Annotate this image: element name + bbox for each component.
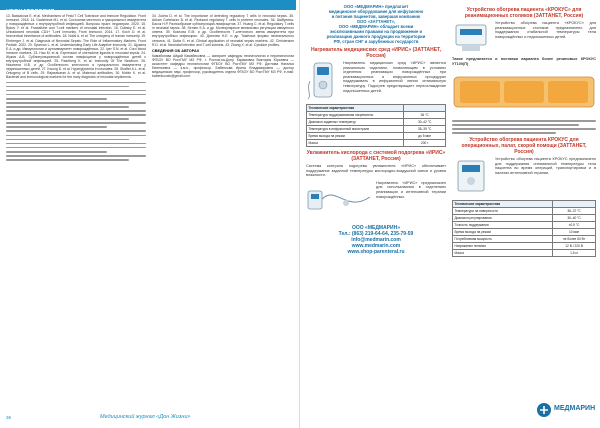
references-text-2: 34. Zuleta D. et al. The importance of detecting regulatory T cells in neonatal sepsis. 35. Arikan Cortelazzo B. et al. Reduced regulatory T cells in preterm neonates. 36. Шабунина-Басок Н.Р. Разнообразие субпопуляций лимфоцитов. 37. Huang C. et al. Regulatory T cells in neonatal sepsis. 38. Semen Е.А. и др. Молекулярные механизмы регуляции иммунного ответа. 39. Козлова Е.М. и др. Особенности Т-клеточного звена иммунитета при внутриутробных инфекциях. 40. Дятлова Н.Е. и др. Тяжёлые формы неонатального сепсиса. 41. Dutta S. et al. Clinical application of neonatal sepsis markers. 42. Christensen R.D. et al. Neonatal infection and T-cell subsets. 43. Zhang X. et al. Cytokine profiles. [152, 14, 294, 47]
contact-org: ООО «МЕДМАРИН» [352, 224, 400, 231]
authors-text: Камабонова Айдай Камабековна — аспирант кафедры неонатологии и перинатологии ФГБОУ ВО РостГМУ МЗ РФ, г. Ростов-на-Дону. Карамовна Виктория Юрьевна — ассистент кафедры неонатологии ФГБОУ ВО РостГМУ МЗ РФ. Дятлова Наталья Евгеньевна — к.м.н., профессор. Бабенкова Ирина Владимировна — доктор медицинских наук, профессор, руководитель отдела ФГБОУ ВО РостГМУ МЗ РФ, е-mail: babenkovaiv@gmail.com. [152, 53, 294, 79]
advert-column-left [306, 4, 446, 422]
product-crocus-table-block [452, 21, 596, 55]
product-iris-heater-desc: Нагреватель медицинских сред «ИРИС» является уникальным изделием, позволяющим в условиях отделения реанимации новорождённых при реанимационных и инфузионных процедурах поддерживать в инфузионной линии оптимальную температуру. Подогрев предотвращает переохлаждение недоношенных детей. [343, 61, 446, 93]
table-row: Диапазон регулирования 30–40 °C [453, 215, 596, 222]
authors-section-title: СВЕДЕНИЯ ОБ АВТОРАХ [152, 48, 200, 53]
crocus-specs-table [452, 200, 596, 257]
product-iris-humidifier-block [306, 181, 446, 217]
table-row: Время выхода на режим до 5 мин [307, 133, 446, 140]
table-row: Технические характеристики [307, 105, 446, 112]
table-row: Точность поддержания ±0,5 °C [453, 222, 596, 229]
humidifier-photo-icon [306, 181, 372, 217]
product-iris-extra-desc: Нагреватель «ИРИС» предназначен для использования в отделениях реанимации и интенсивной терапии новорождённых. [376, 180, 446, 199]
contact-website-2[interactable]: www.shop-parenteral.ru [347, 248, 405, 255]
spread-divider [299, 0, 300, 428]
product-crocus-table-title: Устройство обогрева пациента «КРОКУС» для реанимационных столиков (ЗАТТАНЕТ, Россия) [464, 7, 584, 19]
medmarin-logo-text: МЕДМАРИН [554, 405, 596, 412]
product-crocus-table-desc: Устройство обогрева пациента «КРОКУС» для реанимационных столиков предназначено для поддержания стабильной температуры тела новорождённых и недоношенных детей. [495, 21, 596, 39]
product-iris-humidifier-desc: Система контроля подогрева увлажнителя «ИРИС» обеспечивает поддержание заданной температуры кислородно-воздушной смеси и уровня влажности. [306, 164, 446, 178]
journal-name: Медицинский журнал «Дон Жизни» [100, 414, 191, 420]
section-header-bar [0, 0, 296, 15]
table-row: Температура поддерживаемая нагреватель 36 °C [307, 112, 446, 119]
product-crocus-or-title: Устройство обогрева пациента КРОКУС для операционных, палат, скорой помощи (ЗАТТАНЕТ, Россия) [461, 137, 587, 156]
contact-phone: Тел.: (863) 219-64-64, 235-79-59 [338, 230, 414, 237]
references-column-1 [6, 14, 146, 410]
table-row: Температура на поверхности 36–37 °C [453, 208, 596, 215]
crocus-device-photo-icon [452, 21, 492, 55]
references-continued-1 [6, 82, 146, 161]
product-crocus-more-text [452, 120, 596, 134]
contact-email[interactable]: info@medmarin.com [351, 236, 401, 243]
table-row: Диапазон заданных температур 30–42 °C [307, 119, 446, 126]
crocus-or-photo-icon [452, 157, 492, 197]
contact-block [306, 225, 446, 255]
medmarin-logo [536, 400, 596, 420]
iris-specs-table [306, 104, 446, 147]
page-number: 36 [6, 415, 12, 420]
product-iris-heater-title: Нагреватель медицинских сред «ИРИС» (ЗАТТАНЕТ, Россия) [310, 47, 442, 59]
product-iris-humidifier-title: Увлажнитель кислорода с системой подогрева «ИРИС» (ЗАТТАНЕТ, Россия) [306, 150, 446, 162]
table-row: Масса 1,5 кг [453, 250, 596, 257]
advert-intro: ООО «МЕДМАРИН» предлагает медицинское оборудование для инфузионно и питания пациентов, завершая компанию ООО «ЗАТТАНЕТ», ООО «МЕДМАРИН» обладает всеми эксклюзивными правами на продвижение и реализацию данного продукции на территории РФ, стран СНГ и зарубежных государств [326, 4, 426, 44]
product-crocus-note: Также предлагается и поставки варианта более резиновых КРОКУС УТ100(П) [452, 57, 596, 66]
advert-column-right [452, 4, 596, 422]
contact-website-1[interactable]: www.medmarin.com [351, 242, 401, 249]
table-row: Температура в инфузионной магистрали 35–39 °C [307, 126, 446, 133]
table-row: Технические характеристики [453, 201, 596, 208]
table-row: Напряжение питания 12 В / 220 В [453, 243, 596, 250]
table-row: Масса 200 г [307, 140, 446, 147]
iris-heater-photo-icon [306, 61, 340, 101]
references-text-1: 13. Baskakova E. et al. Mechanisms of Fetal T Cell Tolerance and Immune Regulation. Front Immunol. 2018. 14. Gadzhieva M.I. et al. Состояние местного и гуморального иммунитета у новорождённых с внутриутробной инфекцией. Вопросы практ. педиатрии. 2020. 15. Bykov Y. et al. Fractalkine and T-cell markers of neonatal infection. 16. Dubsky E. et al. Unbalanced neonatal CD4+ T-cell immunity. Front Immunol. 2014. 17. Koch D. et al. Nonvertical inheritance of antibodies. 18. Nofal A. et al. The ontogeny of human immunity. 19. Ehrberger J. et al. Diagnosis of Neonatal Sepsis: The Role of Inflammatory Markers. Front Pediatr. 2022. 20. Sparrow L. et al. Understanding Early Life Adaptive Immunity. 21. Щукина Е.А. и др. Иммунология и аутоиммунитет новорождённых. 22. Iyer S.N. et al. Cord blood immune markers. 23. Hao M. et al. Expression of chemokine ligands in neonatal sepsis. 24. Жуков А.В. Субпопуляционный состав лимфоцитов у новорождённых детей с внутриутробной инфекцией. 25. Paarlberg K. et al. Immunity Of The Newborn. 26. Никитина И.В. и др. Особенности клеточного и гуморального иммунитета у недоношенных детей. 27. Kwong D. et al. Hyperglycemia in neonates. 28. Shaffer A.L. et al. Ontogeny of B cells. 29. Rajasekaran A. et al. Maternal antibodies. 30. Mobin K. et al. Bacterial and immunological markers for the early diagnosis of neonatal septicemia. [6, 14, 146, 80]
references-column-2 [152, 14, 294, 410]
product-crocus-or-desc: Устройство обогрева пациента КРОКУС предназначено для поддержания оптимальной температуры тела пациента во время операций, транспортировки и в палатах интенсивной терапии. [495, 157, 596, 175]
table-row: Время выхода на режим 10 мин [453, 229, 596, 236]
product-iris-heater-block [306, 61, 446, 101]
product-crocus-or-block [452, 157, 596, 197]
section-header-title: НЕОНАТОЛОГИЯ [6, 9, 55, 15]
crocus-mattress-photo-icon [452, 69, 596, 113]
table-row: Потребляемая мощность не более 60 Вт [453, 236, 596, 243]
